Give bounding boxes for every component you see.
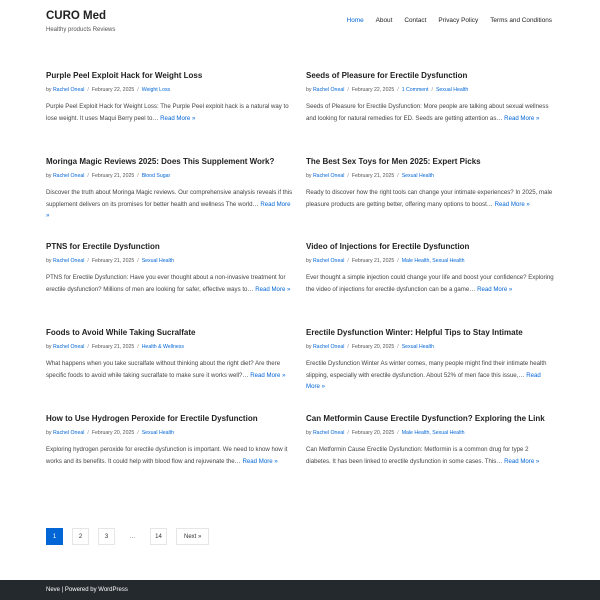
meta-separator: / [87,258,89,264]
post-date: February 20, 2025 [91,430,135,436]
meta-separator: / [347,87,349,93]
meta-separator: / [347,173,349,179]
post-category-link[interactable]: Health & Wellness [141,344,184,350]
excerpt-text: What happens when you take sucralfate without thinking about the right diet? Are there specific foods to avoid while taking sucralfate to make sure it works well?… [46,360,281,379]
post-category-link[interactable]: Male Health, Sexual Health [401,258,465,264]
post-author-link[interactable]: Rachel Oneal [312,173,345,179]
post-category-link[interactable]: Sexual Health [401,173,434,179]
post-category-link[interactable]: Blood Sugar [141,173,171,179]
nav-privacy-policy[interactable]: Privacy Policy [438,17,479,24]
excerpt-text: Seeds of Pleasure for Erectile Dysfunction: More people are talking about sexual wellness and looking for natural remedies for ED. Seeds are getting attention as… [306,103,549,122]
post-card [46,70,294,130]
footer-theme-link[interactable]: Neve [46,587,61,593]
nav-home[interactable]: Home [346,17,364,24]
meta-separator: / [137,344,139,350]
post-category-link[interactable]: Sexual Health [141,258,174,264]
meta-separator: / [137,430,139,436]
post-excerpt [46,358,294,381]
read-more-link[interactable]: Read More » [160,114,196,122]
footer-platform-link[interactable]: WordPress [98,587,128,593]
meta-by: by [306,430,312,436]
post-excerpt [46,101,294,124]
primary-nav [335,17,552,24]
post-author-link[interactable]: Rachel Oneal [312,87,345,93]
post-excerpt [306,358,554,393]
excerpt-text: Purple Peel Exploit Hack for Weight Loss: The Purple Peel exploit hack is a natural way to lose weight. It uses Maqui Berry peel to… [46,103,289,122]
meta-separator: / [137,87,139,93]
excerpt-text: Exploring hydrogen peroxide for erectile dysfunction is important. We need to know how it works and its benefits. It could help with blood flow and rejuvenate the… [46,446,288,465]
post-meta [46,86,294,94]
pagination-ellipsis: … [124,528,141,545]
post-card [306,241,554,301]
meta-separator: / [87,87,89,93]
post-title-link[interactable]: Video of Injections for Erectile Dysfunction [306,242,470,251]
footer-separator: | Powered by [60,587,99,593]
post-title-link[interactable]: Seeds of Pleasure for Erectile Dysfunction [306,71,468,80]
post-card [46,413,294,473]
post-meta [306,172,554,180]
post-title-link[interactable]: Moringa Magic Reviews 2025: Does This Supplement Work? [46,157,275,166]
excerpt-text: Erectile Dysfunction Winter As winter comes, many people might find their intimate health slipping, especially with erectile dysfunction. About 52% of men face this issue,… [306,360,547,379]
post-author-link[interactable]: Rachel Oneal [52,344,85,350]
post-date: February 20, 2025 [351,430,395,436]
post-author-link[interactable]: Rachel Oneal [52,430,85,436]
page-1-current: 1 [46,528,63,545]
post-category-link[interactable]: Male Health, Sexual Health [401,430,465,436]
post-date: February 21, 2025 [351,173,395,179]
meta-separator: / [397,87,399,93]
meta-separator: / [347,430,349,436]
meta-separator: / [431,87,433,93]
pagination [46,528,218,545]
post-author-link[interactable]: Rachel Oneal [312,430,345,436]
post-category-link[interactable]: Sexual Health [401,344,434,350]
post-title-link[interactable]: Can Metformin Cause Erectile Dysfunction? Exploring the Link [306,414,545,423]
read-more-link[interactable]: Read More » [494,200,530,208]
meta-by: by [46,344,52,350]
post-date: February 20, 2025 [351,344,395,350]
post-author-link[interactable]: Rachel Oneal [52,87,85,93]
nav-about[interactable]: About [375,17,393,24]
site-tagline: Healthy products Reviews [46,27,116,33]
read-more-link[interactable]: Read More » [255,285,291,293]
post-excerpt [306,101,554,124]
read-more-link[interactable]: Read More » [242,457,278,465]
post-card [306,70,554,130]
site-footer [0,580,600,600]
post-date: February 21, 2025 [91,173,135,179]
meta-separator: / [87,430,89,436]
post-date: February 21, 2025 [91,258,135,264]
footer-credits [46,587,128,593]
meta-separator: / [347,258,349,264]
meta-separator: / [347,344,349,350]
post-title-link[interactable]: PTNS for Erectile Dysfunction [46,242,160,251]
meta-by: by [306,344,312,350]
meta-separator: / [137,258,139,264]
read-more-link[interactable]: Read More » [46,200,291,219]
meta-separator: / [137,173,139,179]
meta-separator: / [397,344,399,350]
post-card [306,156,554,216]
post-date: February 21, 2025 [351,258,395,264]
read-more-link[interactable]: Read More » [504,457,540,465]
post-meta [306,343,554,351]
post-excerpt [306,272,554,295]
post-card [306,327,554,399]
post-card [46,327,294,387]
post-comments-link[interactable]: 1 Comment [401,87,429,93]
post-card [46,156,294,228]
post-meta [46,172,294,180]
excerpt-text: PTNS for Erectile Dysfunction: Have you ever thought about a non-invasive treatment for erectile dysfunction? Millions of men are looking for safer, effective ways to… [46,274,286,293]
post-card [46,241,294,301]
page-14-link[interactable]: 14 [150,528,167,545]
site-title[interactable]: CURO Med [46,10,107,22]
post-excerpt [306,187,554,210]
meta-separator: / [87,344,89,350]
read-more-link[interactable]: Read More » [504,114,540,122]
post-author-link[interactable]: Rachel Oneal [52,173,85,179]
excerpt-text: Ever thought a simple injection could change your life and boost your confidence? Exploring the video of injections for erectile dysfunction can be a game… [306,274,554,293]
meta-by: by [46,258,52,264]
post-author-link[interactable]: Rachel Oneal [312,258,345,264]
post-meta [306,86,554,94]
post-author-link[interactable]: Rachel Oneal [52,258,85,264]
post-excerpt [46,187,294,222]
post-author-link[interactable]: Rachel Oneal [312,344,345,350]
post-title-link[interactable]: How to Use Hydrogen Peroxide for Erectile Dysfunction [46,414,258,423]
post-excerpt [46,272,294,295]
meta-by: by [306,87,312,93]
meta-separator: / [397,173,399,179]
read-more-link[interactable]: Read More » [477,285,513,293]
meta-by: by [46,430,52,436]
read-more-link[interactable]: Read More » [306,371,541,390]
post-category-link[interactable]: Sexual Health [141,430,174,436]
next-page-link[interactable]: Next » [176,528,209,545]
excerpt-text: Ready to discover how the right tools can change your intimate experiences? In 2025, male pleasure products are getting better, offering many options to boost… [306,189,553,208]
post-meta [46,257,294,265]
post-meta [306,257,554,265]
read-more-link[interactable]: Read More » [250,371,286,379]
page-2-link[interactable]: 2 [72,528,89,545]
meta-by: by [306,258,312,264]
meta-by: by [306,173,312,179]
post-excerpt [46,444,294,467]
post-date: February 21, 2025 [91,344,135,350]
post-category-link[interactable]: Sexual Health [435,87,469,93]
post-date: February 22, 2025 [351,87,395,93]
post-title-link[interactable]: Erectile Dysfunction Winter: Helpful Tips to Stay Intimate [306,328,523,337]
meta-by: by [46,87,52,93]
post-category-link[interactable]: Weight Loss [141,87,171,93]
meta-separator: / [87,173,89,179]
nav-terms-and-conditions[interactable]: Terms and Conditions [490,17,552,24]
post-meta [46,343,294,351]
page-3-link[interactable]: 3 [98,528,115,545]
post-excerpt [306,444,554,467]
excerpt-text: Can Metformin Cause Erectile Dysfunction: Metformin is a common drug for type 2 diabetes. It has been linked to erectile dysfunction in some cases. This… [306,446,529,465]
meta-by: by [46,173,52,179]
post-title-link[interactable]: Purple Peel Exploit Hack for Weight Loss [46,71,203,80]
site-header [0,0,600,50]
post-meta [46,429,294,437]
meta-separator: / [397,430,399,436]
post-title-link[interactable]: The Best Sex Toys for Men 2025: Expert Picks [306,157,481,166]
post-meta [306,429,554,437]
post-title-link[interactable]: Foods to Avoid While Taking Sucralfate [46,328,196,337]
post-date: February 22, 2025 [91,87,135,93]
meta-separator: / [397,258,399,264]
nav-contact[interactable]: Contact [404,17,427,24]
post-card [306,413,554,473]
excerpt-text: Discover the truth about Moringa Magic reviews. Our comprehensive analysis reveals if this supplement delivers on its promises for better health and wellness The world… [46,189,293,208]
